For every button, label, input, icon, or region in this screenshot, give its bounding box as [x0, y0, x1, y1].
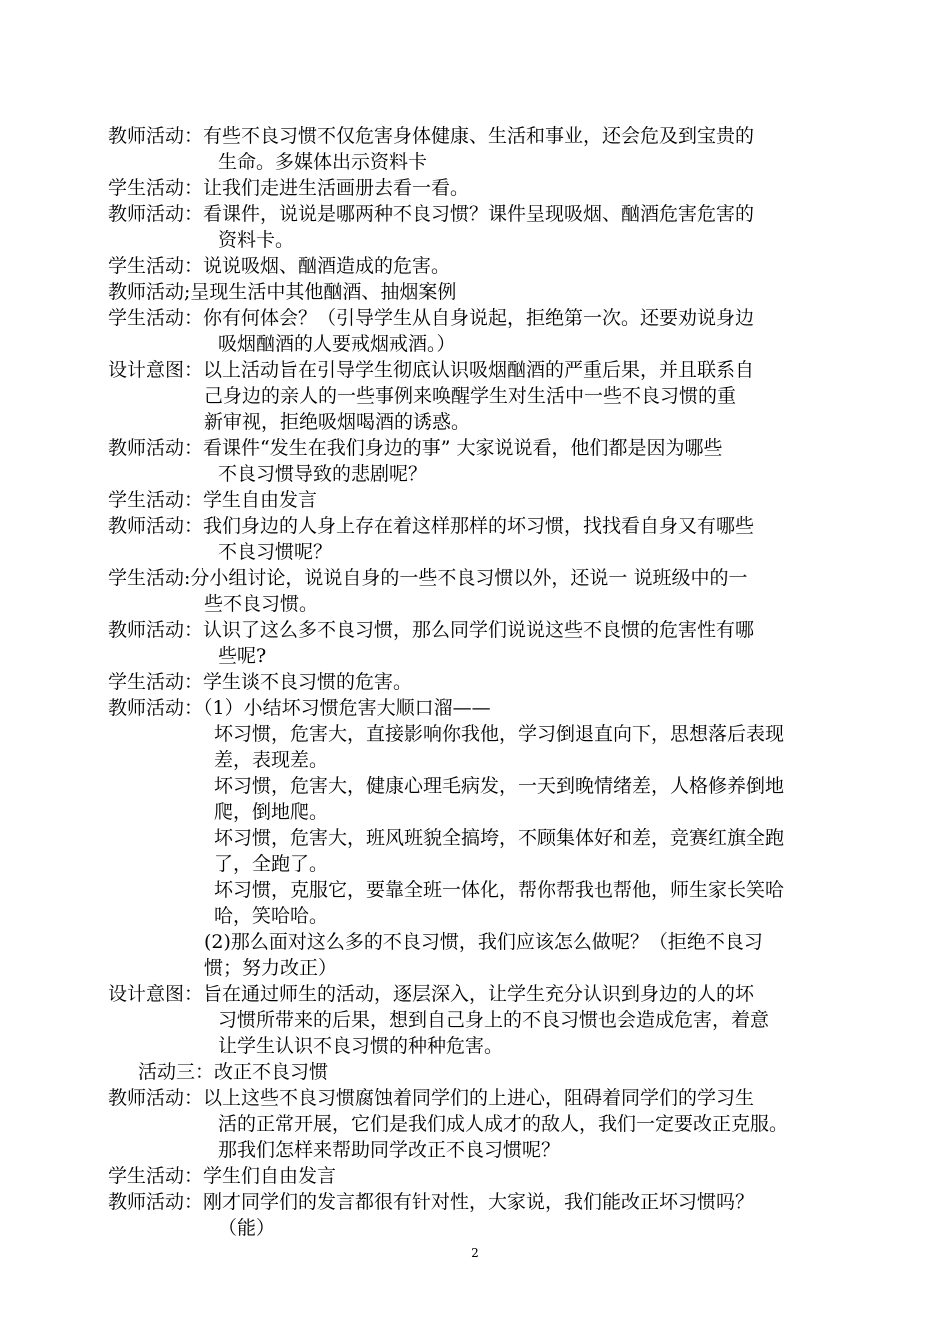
- text-line: 坏习惯，克服它，要靠全班一体化，帮你帮我也帮他，师生家长笑哈: [214, 879, 785, 901]
- text-line: 那我们怎样来帮助同学改正不良习惯呢？: [218, 1139, 561, 1161]
- text-line: 惯；努力改正）: [204, 957, 338, 979]
- text-line: 教师活动：以上这些不良习惯腐蚀着同学们的上进心，阻碍着同学们的学习生: [108, 1087, 755, 1109]
- text-line: 设计意图：旨在通过师生的活动，逐层深入，让学生充分认识到身边的人的坏: [108, 983, 755, 1005]
- text-line: 哈，笑哈哈。: [214, 905, 329, 927]
- text-line: 习惯所带来的后果，想到自己身上的不良习惯也会造成危害，着意: [218, 1009, 770, 1031]
- text-line: 了，全跑了。: [214, 853, 329, 875]
- text-line: 学生活动：说说吸烟、酗酒造成的危害。: [108, 255, 451, 277]
- text-line: 教师活动：（1）小结坏习惯危害大顺口溜——: [108, 697, 491, 719]
- text-line: 坏习惯，危害大，直接影响你我他，学习倒退直向下，思想落后表现: [214, 723, 785, 745]
- text-line: 不良习惯呢？: [218, 541, 333, 563]
- text-line: 教师活动;呈现生活中其他酗酒、抽烟案例: [108, 281, 457, 303]
- page-number: 2: [471, 1246, 479, 1260]
- text-line: 学生活动：你有何体会？（引导学生从自身说起，拒绝第一次。还要劝说身边: [108, 307, 755, 329]
- text-line: 教师活动：有些不良习惯不仅危害身体健康、生活和事业，还会危及到宝贵的: [108, 125, 755, 147]
- text-line: 不良习惯导致的悲剧呢？: [218, 463, 428, 485]
- text-line: 设计意图：以上活动旨在引导学生彻底认识吸烟酗酒的严重后果，并且联系自: [108, 359, 755, 381]
- text-line: 学生活动:分小组讨论，说说自身的一些不良习惯以外，还说一 说班级中的一: [108, 567, 748, 589]
- text-line: 吸烟酗酒的人要戒烟戒酒。）: [218, 333, 456, 355]
- text-line: 教师活动：刚才同学们的发言都很有针对性，大家说，我们能改正坏习惯吗？: [108, 1191, 755, 1213]
- text-line: 教师活动：我们身边的人身上存在着这样那样的坏习惯，找找看自身又有哪些: [108, 515, 755, 537]
- text-line: 坏习惯，危害大，班风班貌全搞垮，不顾集体好和差，竞赛红旗全跑: [214, 827, 785, 849]
- text-line: 资料卡。: [218, 229, 295, 251]
- text-line: 教师活动：认识了这么多不良习惯，那么同学们说说这些不良惯的危害性有哪: [108, 619, 755, 641]
- text-line: 教师活动：看课件“发生在我们身边的事” 大家说说看，他们都是因为哪些: [108, 437, 723, 459]
- text-line: 让学生认识不良习惯的种种危害。: [218, 1035, 504, 1057]
- text-line: 教师活动：看课件，说说是哪两种不良习惯？课件呈现吸烟、酗酒危害危害的: [108, 203, 755, 225]
- text-line: 些呢?: [218, 645, 267, 667]
- section-heading: 活动三：改正不良习惯: [138, 1061, 329, 1083]
- text-line: 生命。多媒体出示资料卡: [218, 151, 428, 173]
- text-line: 些不良习惯。: [204, 593, 319, 615]
- text-line: 爬，倒地爬。: [214, 801, 329, 823]
- text-line: 己身边的亲人的一些事例来唤醒学生对生活中一些不良习惯的重: [204, 385, 737, 407]
- text-line: (2)那么面对这么多的不良习惯，我们应该怎么做呢？（拒绝不良习: [204, 931, 763, 953]
- text-line: 学生活动：让我们走进生活画册去看一看。: [108, 177, 470, 199]
- text-line: 差，表现差。: [214, 749, 329, 771]
- text-line: 学生活动：学生谈不良习惯的危害。: [108, 671, 413, 693]
- text-line: 学生活动：学生自由发言: [108, 489, 318, 511]
- text-line: 坏习惯，危害大，健康心理毛病发，一天到晚情绪差，人格修养倒地: [214, 775, 785, 797]
- text-line: 学生活动：学生们自由发言: [108, 1165, 337, 1187]
- text-line: （能）: [218, 1217, 276, 1239]
- text-line: 新审视，拒绝吸烟喝酒的诱惑。: [204, 411, 471, 433]
- text-line: 活的正常开展，它们是我们成人成才的敌人，我们一定要改正克服。: [218, 1113, 789, 1135]
